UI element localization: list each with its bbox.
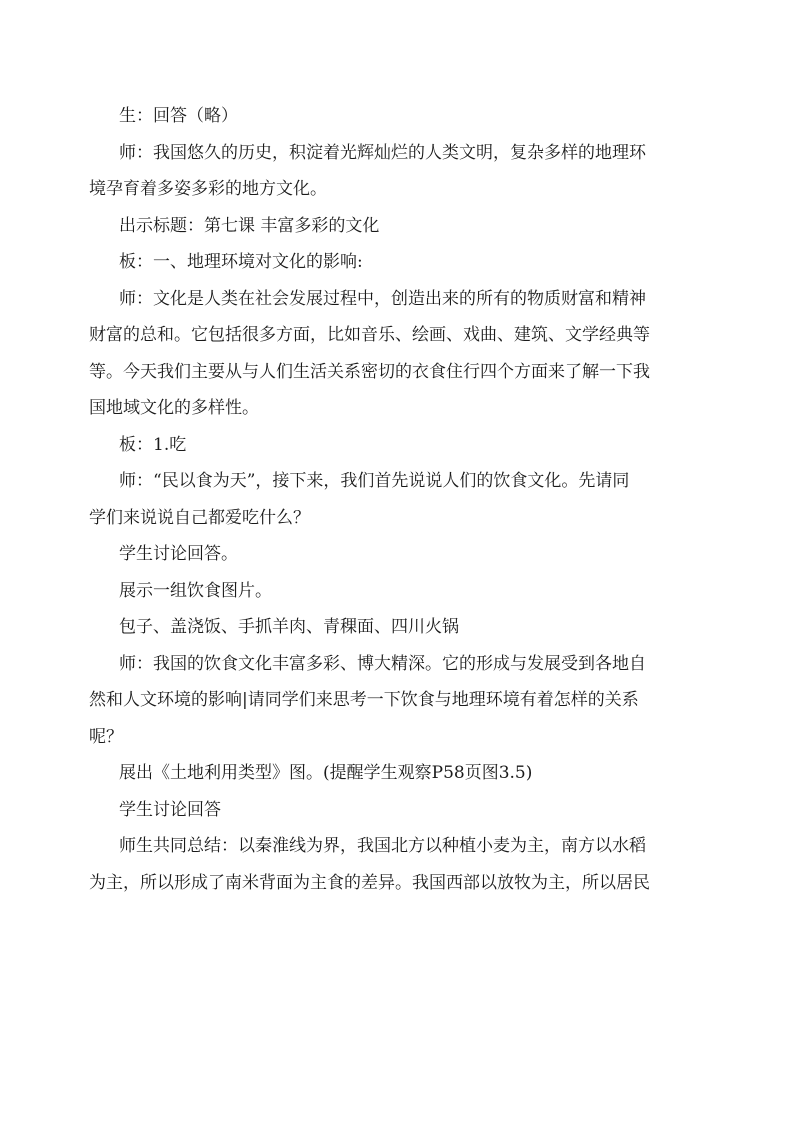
text-line: 学生讨论回答 bbox=[119, 799, 221, 820]
text-line: 师：“民以食为天”，接下来，我们首先说说人们的饮食文化。先请同 bbox=[119, 471, 630, 491]
text-line: 师：我国悠久的历史，积淀着光辉灿烂的人类文明，复杂多样的地理环 bbox=[119, 142, 646, 163]
text-line: 展出《土地利用类型》图。(提醒学生观察P58页图3.5) bbox=[119, 763, 533, 783]
text-line: 呢？ bbox=[89, 726, 123, 747]
text-line: 国地域文化的多样性。 bbox=[89, 398, 259, 418]
text-line: 学生讨论回答。 bbox=[119, 544, 238, 564]
text-line: 生：回答（略） bbox=[119, 106, 238, 126]
text-line: 师：我国的饮食文化丰富多彩、博大精深。它的形成与发展受到各地自 bbox=[119, 653, 646, 674]
text-line: 师：文化是人类在社会发展过程中，创造出来的所有的物质财富和精神 bbox=[119, 288, 646, 309]
text-line: 板：1.吃 bbox=[119, 434, 187, 455]
text-line: 境孕育着多姿多彩的地方文化。 bbox=[89, 179, 327, 199]
text-line: 为主，所以形成了南米背面为主食的差异。我国西部以放牧为主，所以居民 bbox=[89, 872, 650, 893]
document-body bbox=[89, 98, 711, 901]
text-line: 展示一组饮食图片。 bbox=[119, 580, 272, 601]
text-line: 然和人文环境的影响|请同学们来思考一下饮食与地理环境有着怎样的关系 bbox=[89, 690, 639, 710]
text-line: 师生共同总结：以秦淮线为界，我国北方以种植小麦为主，南方以水稻 bbox=[119, 836, 646, 856]
text-line: 包子、盖浇饭、手抓羊肉、青稞面、四川火锅 bbox=[119, 617, 459, 637]
text-line: 出示标题：第七课 丰富多彩的文化 bbox=[119, 215, 380, 236]
text-line: 财富的总和。它包括很多方面，比如音乐、绘画、戏曲、建筑、文学经典等 bbox=[89, 325, 650, 345]
text-line: 板：一、地理环境对文化的影响: bbox=[119, 252, 363, 272]
text-line: 学们来说说自己都爱吃什么？ bbox=[89, 507, 310, 528]
text-line: 等。今天我们主要从与人们生活关系密切的衣食住行四个方面来了解一下我 bbox=[89, 361, 650, 382]
